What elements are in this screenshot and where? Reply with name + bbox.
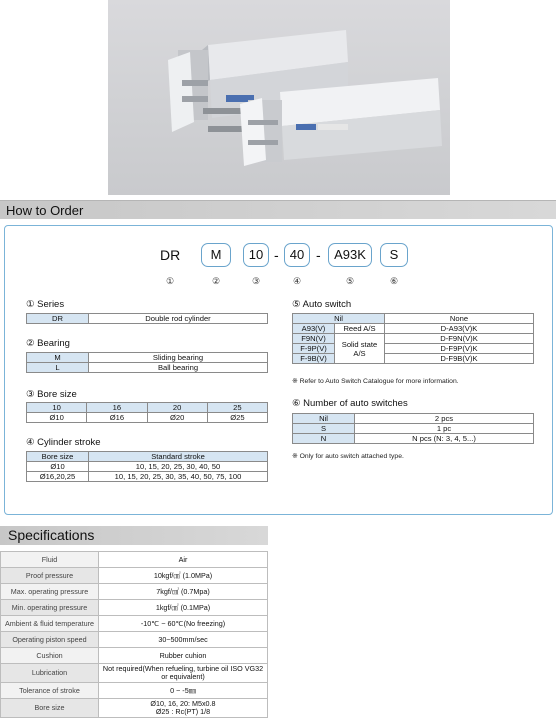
table-cell: 10, 15, 20, 25, 30, 40, 50 (89, 462, 268, 472)
order-code-dash: - (316, 247, 321, 263)
spec-value: Air (99, 552, 268, 568)
table-cell: Nil (293, 414, 355, 424)
table-cell: D-A93(V)K (385, 324, 534, 334)
table-row (27, 452, 268, 462)
spec-value: 1kgf/㎠ (0.1MPa) (99, 600, 268, 616)
table-cell: Ball bearing (89, 363, 268, 373)
table-row (27, 353, 268, 363)
table-cell: D-F9N(V)K (385, 334, 534, 344)
spec-key: Tolerance of stroke (1, 683, 99, 699)
table-row (27, 462, 268, 472)
num-switches-note: ※ Only for auto switch attached type. (292, 453, 404, 460)
table-cell: Ø16,20,25 (27, 472, 89, 482)
auto-switch-title: ⑤ Auto switch (292, 299, 352, 310)
table-row (1, 584, 268, 600)
table-cell: Double rod cylinder (89, 314, 268, 324)
spec-key: Fluid (1, 552, 99, 568)
table-cell: Ø10 (27, 462, 89, 472)
table-row (27, 472, 268, 482)
table-row (293, 354, 534, 364)
table-cell: Nil (293, 314, 385, 324)
bore-size-title: ③ Bore size (26, 389, 77, 400)
table-cell: DR (27, 314, 89, 324)
table-cell: L (27, 363, 89, 373)
num-switches-title: ⑥ Number of auto switches (292, 398, 408, 409)
order-code-switch: A93K (328, 243, 372, 267)
spec-value: 10kgf/㎠ (1.0MPa) (99, 568, 268, 584)
spec-value: Ø10, 16, 20: M5x0.8 Ø25 : Rc(PT) 1/8 (99, 699, 268, 718)
order-code-stroke: 40 (284, 243, 310, 267)
table-row (293, 324, 534, 334)
series-table (26, 313, 268, 324)
table-cell: D-F9P(V)K (385, 344, 534, 354)
circle-number: ⑤ (346, 276, 355, 286)
table-cell: None (385, 314, 534, 324)
table-cell: N (293, 434, 355, 444)
table-cell: F-9P(V) (293, 344, 335, 354)
table-row (27, 413, 268, 423)
spec-value: Rubber cuhion (99, 648, 268, 664)
specifications-table (0, 551, 268, 718)
spec-key: Min. operating pressure (1, 600, 99, 616)
table-cell: Ø16 (87, 413, 147, 423)
circle-number: ② (212, 276, 221, 286)
bearing-table (26, 352, 268, 373)
spec-value: Not required(When refueling, turbine oil ISO VG32 or equivalent) (99, 664, 268, 683)
spec-key: Ambient & fluid temperature (1, 616, 99, 632)
cylinder-stroke-table (26, 451, 268, 482)
table-cell: 16 (87, 403, 147, 413)
table-cell: 1 pc (355, 424, 534, 434)
order-code-bore: 10 (243, 243, 269, 267)
table-cell: Reed A/S (335, 324, 385, 334)
spec-value: -10℃ ~ 60℃(No freezing) (99, 616, 268, 632)
table-row (1, 664, 268, 683)
table-cell: Ø20 (147, 413, 207, 423)
table-cell: D-F9B(V)K (385, 354, 534, 364)
table-cell: 20 (147, 403, 207, 413)
order-code-dash: - (274, 247, 279, 263)
table-row (1, 568, 268, 584)
table-cell: Ø10 (27, 413, 87, 423)
table-row (27, 314, 268, 324)
table-row (1, 600, 268, 616)
spec-key: Bore size (1, 699, 99, 718)
table-cell: Sliding bearing (89, 353, 268, 363)
table-cell: S (293, 424, 355, 434)
spec-value: 7kgf/㎠ (0.7Mpa) (99, 584, 268, 600)
table-cell: F-9B(V) (293, 354, 335, 364)
table-row (293, 314, 534, 324)
table-row (1, 683, 268, 699)
num-switches-table (292, 413, 534, 444)
spec-key: Operating piston speed (1, 632, 99, 648)
spec-value: 0 ~ -5㎜ (99, 683, 268, 699)
auto-switch-table (292, 313, 534, 364)
table-row (1, 552, 268, 568)
table-row (293, 334, 534, 344)
table-cell: F9N(V) (293, 334, 335, 344)
table-cell: Standard stroke (89, 452, 268, 462)
table-row (293, 434, 534, 444)
table-cell: 10, 15, 20, 25, 30, 35, 40, 50, 75, 100 (89, 472, 268, 482)
spec-value: 30~500mm/sec (99, 632, 268, 648)
spec-key: Cushion (1, 648, 99, 664)
table-cell: 2 pcs (355, 414, 534, 424)
section-title: How to Order (6, 203, 84, 218)
circle-number: ③ (252, 276, 261, 286)
spec-key: Max. operating pressure (1, 584, 99, 600)
table-cell: Bore size (27, 452, 89, 462)
series-title: ① Series (26, 299, 65, 310)
how-to-order-header (0, 200, 556, 219)
table-cell: Solid state A/S (335, 334, 385, 364)
table-row (293, 344, 534, 354)
table-row (1, 699, 268, 718)
table-row (293, 424, 534, 434)
order-code-prefix: DR (160, 247, 181, 263)
table-cell: 10 (27, 403, 87, 413)
circle-number: ① (166, 276, 175, 286)
specifications-header (0, 526, 268, 545)
bearing-title: ② Bearing (26, 338, 70, 349)
auto-switch-note: ※ Refer to Auto Switch Catalogue for more information. (292, 378, 459, 385)
table-row (27, 363, 268, 373)
table-row (1, 616, 268, 632)
table-cell: N pcs (N: 3, 4, 5...) (355, 434, 534, 444)
table-row (293, 414, 534, 424)
bore-size-table (26, 402, 268, 423)
circle-number: ⑥ (390, 276, 399, 286)
table-cell: M (27, 353, 89, 363)
table-row (1, 632, 268, 648)
circle-number: ④ (293, 276, 302, 286)
order-code-number: S (380, 243, 408, 267)
table-cell: 25 (207, 403, 267, 413)
product-photo (108, 0, 450, 195)
spec-key: Proof pressure (1, 568, 99, 584)
table-row (1, 648, 268, 664)
cylinder-stroke-title: ④ Cylinder stroke (26, 437, 101, 448)
spec-key: Lubrication (1, 664, 99, 683)
table-row (27, 403, 268, 413)
table-cell: A93(V) (293, 324, 335, 334)
section-title: Specifications (8, 527, 95, 543)
table-cell: Ø25 (207, 413, 267, 423)
order-code-bearing: M (201, 243, 231, 267)
